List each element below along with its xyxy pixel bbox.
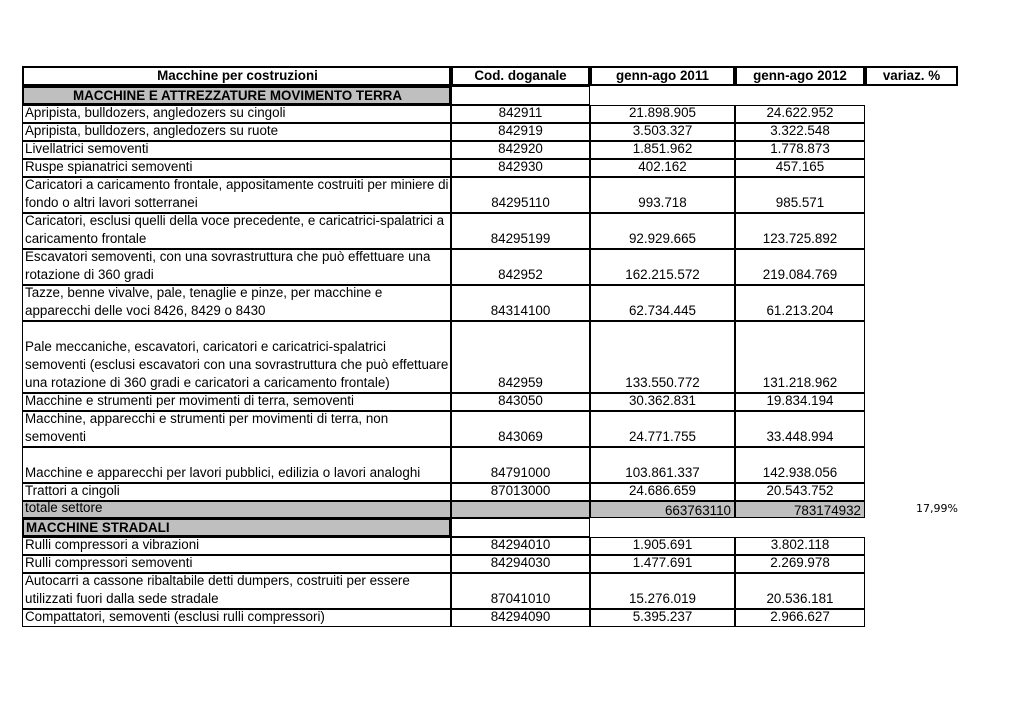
empty-cell bbox=[451, 501, 590, 518]
customs-code: 843050 bbox=[451, 393, 590, 411]
customs-code: 84314100 bbox=[451, 285, 590, 321]
item-description: Livellatrici semoventi bbox=[22, 141, 451, 159]
total-label: totale settore bbox=[22, 501, 451, 518]
value-2011: 15.276.019 bbox=[590, 573, 735, 609]
header-2012: genn-ago 2012 bbox=[735, 66, 865, 86]
item-description: Macchine e strumenti per movimenti di terra, semoventi bbox=[22, 393, 451, 411]
value-2012: 123.725.892 bbox=[735, 213, 865, 249]
total-2012: 783174932 bbox=[735, 501, 865, 518]
value-2012: 457.165 bbox=[735, 159, 865, 177]
empty-cell bbox=[451, 518, 590, 537]
value-2012: 219.084.769 bbox=[735, 249, 865, 285]
value-2012: 2.269.978 bbox=[735, 555, 865, 573]
item-description: Escavatori semoventi, con una sovrastruttura che può effettuare una rotazione di 360 gradi bbox=[22, 249, 451, 285]
value-2012: 3.802.118 bbox=[735, 537, 865, 555]
value-2012: 19.834.194 bbox=[735, 393, 865, 411]
item-description: Pale meccaniche, escavatori, caricatori e caricatrici-spalatrici semoventi (esclusi escavatori con una sovrastruttura che può effettuare una rotazione di 360 gradi e caricatori a caricamento frontale) bbox=[22, 321, 451, 393]
header-2011: genn-ago 2011 bbox=[590, 66, 735, 86]
item-description: Ruspe spianatrici semoventi bbox=[22, 159, 451, 177]
value-2011: 1.477.691 bbox=[590, 555, 735, 573]
item-description: Compattatori, semoventi (esclusi rulli compressori) bbox=[22, 609, 451, 627]
customs-code: 84294010 bbox=[451, 537, 590, 555]
customs-code: 87013000 bbox=[451, 483, 590, 501]
header-code: Cod. doganale bbox=[451, 66, 590, 86]
customs-code: 84295199 bbox=[451, 213, 590, 249]
customs-code: 84294030 bbox=[451, 555, 590, 573]
value-2011: 21.898.905 bbox=[590, 105, 735, 123]
customs-code: 842930 bbox=[451, 159, 590, 177]
value-2011: 62.734.445 bbox=[590, 285, 735, 321]
value-2011: 3.503.327 bbox=[590, 123, 735, 141]
empty-cell bbox=[451, 86, 590, 105]
value-2012: 24.622.952 bbox=[735, 105, 865, 123]
item-description: Caricatori, esclusi quelli della voce precedente, e caricatrici-spalatrici a caricamento frontale bbox=[22, 213, 451, 249]
variation-percent: 17,99% bbox=[916, 502, 958, 515]
customs-code: 843069 bbox=[451, 411, 590, 447]
value-2011: 162.215.572 bbox=[590, 249, 735, 285]
value-2011: 24.771.755 bbox=[590, 411, 735, 447]
item-description: Apripista, bulldozers, angledozers su ruote bbox=[22, 123, 451, 141]
value-2011: 92.929.665 bbox=[590, 213, 735, 249]
item-description: Macchine, apparecchi e strumenti per movimenti di terra, non semoventi bbox=[22, 411, 451, 447]
value-2012: 61.213.204 bbox=[735, 285, 865, 321]
header-variation: variaz. % bbox=[865, 66, 958, 86]
total-2011: 663763110 bbox=[590, 501, 735, 518]
customs-code: 842959 bbox=[451, 321, 590, 393]
value-2012: 33.448.994 bbox=[735, 411, 865, 447]
value-2011: 133.550.772 bbox=[590, 321, 735, 393]
value-2012: 142.938.056 bbox=[735, 447, 865, 483]
item-description: Apripista, bulldozers, angledozers su cingoli bbox=[22, 105, 451, 123]
value-2012: 2.966.627 bbox=[735, 609, 865, 627]
customs-code: 84295110 bbox=[451, 177, 590, 213]
header-description: Macchine per costruzioni bbox=[22, 66, 451, 86]
item-description: Autocarri a cassone ribaltabile detti dumpers, costruiti per essere utilizzati fuori dalla sede stradale bbox=[22, 573, 451, 609]
value-2012: 985.571 bbox=[735, 177, 865, 213]
value-2012: 3.322.548 bbox=[735, 123, 865, 141]
value-2011: 402.162 bbox=[590, 159, 735, 177]
customs-code: 87041010 bbox=[451, 573, 590, 609]
value-2011: 5.395.237 bbox=[590, 609, 735, 627]
value-2011: 103.861.337 bbox=[590, 447, 735, 483]
customs-code: 842919 bbox=[451, 123, 590, 141]
item-description: Caricatori a caricamento frontale, appositamente costruiti per miniere di fondo o altri lavori sotterranei bbox=[22, 177, 451, 213]
item-description: Rulli compressori semoventi bbox=[22, 555, 451, 573]
value-2012: 131.218.962 bbox=[735, 321, 865, 393]
customs-code: 842920 bbox=[451, 141, 590, 159]
value-2012: 20.536.181 bbox=[735, 573, 865, 609]
value-2011: 993.718 bbox=[590, 177, 735, 213]
section-title: MACCHINE E ATTREZZATURE MOVIMENTO TERRA bbox=[22, 86, 451, 105]
item-description: Macchine e apparecchi per lavori pubblici, edilizia o lavori analoghi bbox=[22, 447, 451, 483]
section-title: MACCHINE STRADALI bbox=[22, 518, 451, 537]
value-2012: 1.778.873 bbox=[735, 141, 865, 159]
customs-code: 842911 bbox=[451, 105, 590, 123]
item-description: Tazze, benne vivalve, pale, tenaglie e pinze, per macchine e apparecchi delle voci 8426, 8429 o 8430 bbox=[22, 285, 451, 321]
value-2012: 20.543.752 bbox=[735, 483, 865, 501]
value-2011: 1.851.962 bbox=[590, 141, 735, 159]
value-2011: 24.686.659 bbox=[590, 483, 735, 501]
value-2011: 1.905.691 bbox=[590, 537, 735, 555]
customs-code: 84294090 bbox=[451, 609, 590, 627]
value-2011: 30.362.831 bbox=[590, 393, 735, 411]
item-description: Trattori a cingoli bbox=[22, 483, 451, 501]
customs-code: 842952 bbox=[451, 249, 590, 285]
item-description: Rulli compressori a vibrazioni bbox=[22, 537, 451, 555]
customs-code: 84791000 bbox=[451, 447, 590, 483]
